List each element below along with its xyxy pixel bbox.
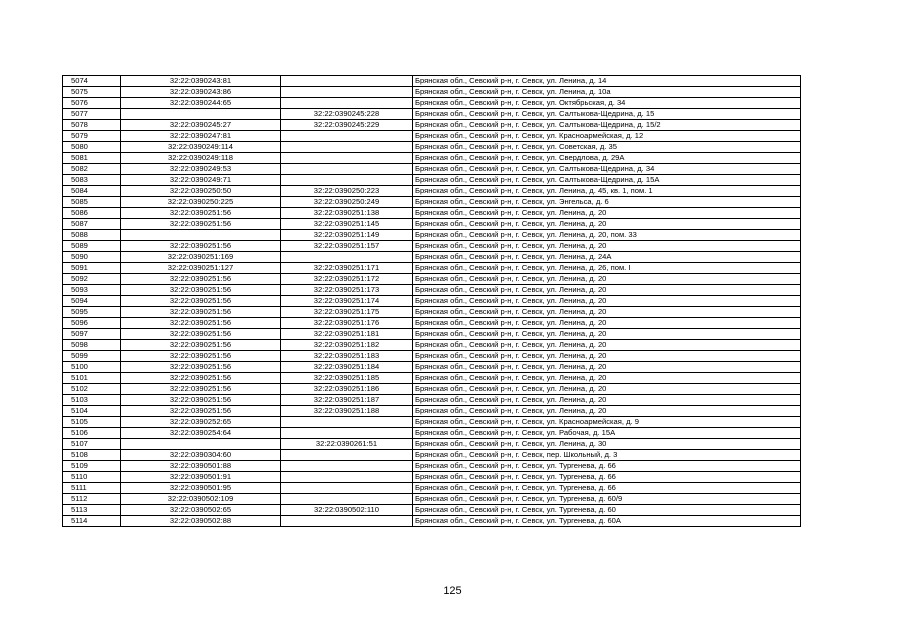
premises-cadastral-number-cell: 32:22:0390251:176 (281, 318, 413, 329)
cadastral-number-cell: 32:22:0390252:65 (121, 417, 281, 428)
table-row (63, 351, 801, 362)
row-number-cell: 5110 (63, 472, 121, 483)
table-row (63, 439, 801, 450)
premises-cadastral-number-cell (281, 252, 413, 263)
premises-cadastral-number-cell: 32:22:0390502:110 (281, 505, 413, 516)
cadastral-number-cell: 32:22:0390251:56 (121, 296, 281, 307)
premises-cadastral-number-cell (281, 494, 413, 505)
address-cell: Брянская обл., Севский р-н, г. Севск, ул. Ленина, д. 26, пом. I (413, 263, 801, 274)
premises-cadastral-number-cell: 32:22:0390250:249 (281, 197, 413, 208)
premises-cadastral-number-cell: 32:22:0390261:51 (281, 439, 413, 450)
cadastral-number-cell: 32:22:0390501:91 (121, 472, 281, 483)
address-cell: Брянская обл., Севский р-н, г. Севск, ул. Ленина, д. 20 (413, 351, 801, 362)
row-number-cell: 5113 (63, 505, 121, 516)
cadastral-number-cell: 32:22:0390251:56 (121, 318, 281, 329)
cadastral-number-cell: 32:22:0390243:81 (121, 76, 281, 87)
row-number-cell: 5075 (63, 87, 121, 98)
premises-cadastral-number-cell (281, 98, 413, 109)
table-row (63, 252, 801, 263)
premises-cadastral-number-cell: 32:22:0390251:138 (281, 208, 413, 219)
table-row (63, 417, 801, 428)
table-row (63, 230, 801, 241)
premises-cadastral-number-cell: 32:22:0390251:185 (281, 373, 413, 384)
cadastral-number-cell: 32:22:0390304:60 (121, 450, 281, 461)
row-number-cell: 5081 (63, 153, 121, 164)
table-row (63, 153, 801, 164)
table-row (63, 472, 801, 483)
table-row (63, 373, 801, 384)
premises-cadastral-number-cell: 32:22:0390251:181 (281, 329, 413, 340)
table-row (63, 274, 801, 285)
table-row (63, 318, 801, 329)
address-cell: Брянская обл., Севский р-н, г. Севск, ул. Тургенева, д. 60/9 (413, 494, 801, 505)
premises-cadastral-number-cell: 32:22:0390251:149 (281, 230, 413, 241)
row-number-cell: 5093 (63, 285, 121, 296)
row-number-cell: 5100 (63, 362, 121, 373)
row-number-cell: 5103 (63, 395, 121, 406)
row-number-cell: 5111 (63, 483, 121, 494)
cadastral-number-cell: 32:22:0390251:56 (121, 274, 281, 285)
cadastral-number-cell: 32:22:0390502:88 (121, 516, 281, 527)
premises-cadastral-number-cell: 32:22:0390251:171 (281, 263, 413, 274)
premises-cadastral-number-cell (281, 175, 413, 186)
address-cell: Брянская обл., Севский р-н, г. Севск, ул. Ленина, д. 30 (413, 439, 801, 450)
cadastral-number-cell: 32:22:0390502:65 (121, 505, 281, 516)
table-row (63, 428, 801, 439)
premises-cadastral-number-cell: 32:22:0390251:173 (281, 285, 413, 296)
table-row (63, 362, 801, 373)
table-row (63, 208, 801, 219)
cadastral-number-cell: 32:22:0390250:225 (121, 197, 281, 208)
row-number-cell: 5092 (63, 274, 121, 285)
cadastral-number-cell: 32:22:0390249:53 (121, 164, 281, 175)
registry-table (62, 75, 801, 527)
table-row (63, 263, 801, 274)
address-cell: Брянская обл., Севский р-н, г. Севск, ул. Ленина, д. 14 (413, 76, 801, 87)
cadastral-number-cell: 32:22:0390251:56 (121, 362, 281, 373)
table-row (63, 131, 801, 142)
table-row (63, 219, 801, 230)
premises-cadastral-number-cell (281, 472, 413, 483)
row-number-cell: 5077 (63, 109, 121, 120)
table-row (63, 307, 801, 318)
table-row (63, 142, 801, 153)
table-row (63, 494, 801, 505)
premises-cadastral-number-cell: 32:22:0390251:174 (281, 296, 413, 307)
premises-cadastral-number-cell: 32:22:0390245:228 (281, 109, 413, 120)
address-cell: Брянская обл., Севский р-н, г. Севск, ул. Энгельса, д. 6 (413, 197, 801, 208)
premises-cadastral-number-cell (281, 450, 413, 461)
address-cell: Брянская обл., Севский р-н, г. Севск, ул. Ленина, д. 20 (413, 274, 801, 285)
cadastral-number-cell: 32:22:0390501:95 (121, 483, 281, 494)
row-number-cell: 5076 (63, 98, 121, 109)
address-cell: Брянская обл., Севский р-н, г. Севск, ул. Октябрьская, д. 34 (413, 98, 801, 109)
row-number-cell: 5084 (63, 186, 121, 197)
cadastral-number-cell: 32:22:0390250:50 (121, 186, 281, 197)
premises-cadastral-number-cell: 32:22:0390251:175 (281, 307, 413, 318)
cadastral-number-cell: 32:22:0390501:88 (121, 461, 281, 472)
table-row (63, 186, 801, 197)
premises-cadastral-number-cell (281, 131, 413, 142)
table-row (63, 197, 801, 208)
table-row (63, 164, 801, 175)
row-number-cell: 5083 (63, 175, 121, 186)
table-row (63, 285, 801, 296)
row-number-cell: 5087 (63, 219, 121, 230)
row-number-cell: 5082 (63, 164, 121, 175)
cadastral-number-cell: 32:22:0390251:56 (121, 340, 281, 351)
cadastral-number-cell: 32:22:0390254:64 (121, 428, 281, 439)
premises-cadastral-number-cell: 32:22:0390251:188 (281, 406, 413, 417)
table-row (63, 340, 801, 351)
row-number-cell: 5102 (63, 384, 121, 395)
premises-cadastral-number-cell: 32:22:0390251:183 (281, 351, 413, 362)
premises-cadastral-number-cell: 32:22:0390251:186 (281, 384, 413, 395)
address-cell: Брянская обл., Севский р-н, г. Севск, ул. Ленина, д. 20 (413, 406, 801, 417)
address-cell: Брянская обл., Севский р-н, г. Севск, ул. Ленина, д. 20 (413, 329, 801, 340)
address-cell: Брянская обл., Севский р-н, г. Севск, ул. Свердлова, д. 29А (413, 153, 801, 164)
address-cell: Брянская обл., Севский р-н, г. Севск, ул. Ленина, д. 20 (413, 373, 801, 384)
address-cell: Брянская обл., Севский р-н, г. Севск, ул. Ленина, д. 20 (413, 208, 801, 219)
premises-cadastral-number-cell (281, 417, 413, 428)
premises-cadastral-number-cell: 32:22:0390251:172 (281, 274, 413, 285)
address-cell: Брянская обл., Севский р-н, г. Севск, ул. Ленина, д. 20 (413, 395, 801, 406)
premises-cadastral-number-cell: 32:22:0390251:187 (281, 395, 413, 406)
address-cell: Брянская обл., Севский р-н, г. Севск, ул. Салтыкова-Щедрина, д. 15А (413, 175, 801, 186)
premises-cadastral-number-cell: 32:22:0390251:157 (281, 241, 413, 252)
cadastral-number-cell (121, 230, 281, 241)
table-row (63, 483, 801, 494)
row-number-cell: 5085 (63, 197, 121, 208)
cadastral-number-cell: 32:22:0390502:109 (121, 494, 281, 505)
cadastral-number-cell: 32:22:0390244:65 (121, 98, 281, 109)
cadastral-number-cell: 32:22:0390251:56 (121, 373, 281, 384)
address-cell: Брянская обл., Севский р-н, г. Севск, ул. Ленина, д. 20 (413, 318, 801, 329)
row-number-cell: 5079 (63, 131, 121, 142)
cadastral-number-cell: 32:22:0390251:56 (121, 395, 281, 406)
address-cell: Брянская обл., Севский р-н, г. Севск, ул. Красноармейская, д. 9 (413, 417, 801, 428)
row-number-cell: 5109 (63, 461, 121, 472)
premises-cadastral-number-cell (281, 76, 413, 87)
address-cell: Брянская обл., Севский р-н, г. Севск, ул. Советская, д. 35 (413, 142, 801, 153)
row-number-cell: 5097 (63, 329, 121, 340)
address-cell: Брянская обл., Севский р-н, г. Севск, ул. Рабочая, д. 15А (413, 428, 801, 439)
row-number-cell: 5099 (63, 351, 121, 362)
row-number-cell: 5089 (63, 241, 121, 252)
address-cell: Брянская обл., Севский р-н, г. Севск, ул. Салтыкова-Щедрина, д. 34 (413, 164, 801, 175)
address-cell: Брянская обл., Севский р-н, г. Севск, ул. Ленина, д. 20 (413, 219, 801, 230)
row-number-cell: 5112 (63, 494, 121, 505)
address-cell: Брянская обл., Севский р-н, г. Севск, ул. Ленина, д. 20 (413, 362, 801, 373)
premises-cadastral-number-cell: 32:22:0390251:182 (281, 340, 413, 351)
address-cell: Брянская обл., Севский р-н, г. Севск, ул. Ленина, д. 10а (413, 87, 801, 98)
cadastral-number-cell: 32:22:0390251:56 (121, 406, 281, 417)
table-row (63, 329, 801, 340)
cadastral-number-cell: 32:22:0390249:118 (121, 153, 281, 164)
table-row (63, 175, 801, 186)
table-row (63, 505, 801, 516)
address-cell: Брянская обл., Севский р-н, г. Севск, ул. Ленина, д. 20 (413, 384, 801, 395)
row-number-cell: 5104 (63, 406, 121, 417)
row-number-cell: 5086 (63, 208, 121, 219)
cadastral-number-cell: 32:22:0390245:27 (121, 120, 281, 131)
cadastral-number-cell: 32:22:0390243:86 (121, 87, 281, 98)
premises-cadastral-number-cell (281, 461, 413, 472)
row-number-cell: 5108 (63, 450, 121, 461)
table-row (63, 384, 801, 395)
address-cell: Брянская обл., Севский р-н, г. Севск, ул. Тургенева, д. 66 (413, 461, 801, 472)
premises-cadastral-number-cell (281, 153, 413, 164)
cadastral-number-cell: 32:22:0390251:56 (121, 219, 281, 230)
table-row (63, 76, 801, 87)
row-number-cell: 5091 (63, 263, 121, 274)
cadastral-number-cell (121, 439, 281, 450)
cadastral-number-cell: 32:22:0390249:114 (121, 142, 281, 153)
table-row (63, 241, 801, 252)
cadastral-number-cell: 32:22:0390251:56 (121, 241, 281, 252)
cadastral-number-cell: 32:22:0390251:56 (121, 351, 281, 362)
cadastral-number-cell: 32:22:0390251:56 (121, 329, 281, 340)
premises-cadastral-number-cell (281, 142, 413, 153)
premises-cadastral-number-cell: 32:22:0390245:229 (281, 120, 413, 131)
row-number-cell: 5096 (63, 318, 121, 329)
premises-cadastral-number-cell: 32:22:0390250:223 (281, 186, 413, 197)
address-cell: Брянская обл., Севский р-н, г. Севск, ул. Салтыкова-Щедрина, д. 15/2 (413, 120, 801, 131)
table-row (63, 109, 801, 120)
table-row (63, 120, 801, 131)
row-number-cell: 5088 (63, 230, 121, 241)
row-number-cell: 5094 (63, 296, 121, 307)
table-row (63, 516, 801, 527)
address-cell: Брянская обл., Севский р-н, г. Севск, пер. Школьный, д. 3 (413, 450, 801, 461)
row-number-cell: 5080 (63, 142, 121, 153)
address-cell: Брянская обл., Севский р-н, г. Севск, ул. Тургенева, д. 60 (413, 505, 801, 516)
table-row (63, 87, 801, 98)
address-cell: Брянская обл., Севский р-н, г. Севск, ул. Ленина, д. 24А (413, 252, 801, 263)
cadastral-number-cell: 32:22:0390251:169 (121, 252, 281, 263)
cadastral-number-cell: 32:22:0390251:56 (121, 384, 281, 395)
cadastral-number-cell: 32:22:0390251:56 (121, 285, 281, 296)
address-cell: Брянская обл., Севский р-н, г. Севск, ул. Ленина, д. 20 (413, 241, 801, 252)
table-row (63, 296, 801, 307)
cadastral-number-cell: 32:22:0390251:56 (121, 307, 281, 318)
registry-table-body (63, 76, 801, 527)
cadastral-number-cell: 32:22:0390249:71 (121, 175, 281, 186)
address-cell: Брянская обл., Севский р-н, г. Севск, ул. Красноармейская, д. 12 (413, 131, 801, 142)
premises-cadastral-number-cell (281, 164, 413, 175)
address-cell: Брянская обл., Севский р-н, г. Севск, ул. Тургенева, д. 60А (413, 516, 801, 527)
row-number-cell: 5098 (63, 340, 121, 351)
premises-cadastral-number-cell (281, 483, 413, 494)
table-row (63, 461, 801, 472)
row-number-cell: 5105 (63, 417, 121, 428)
address-cell: Брянская обл., Севский р-н, г. Севск, ул. Ленина, д. 20 (413, 296, 801, 307)
premises-cadastral-number-cell: 32:22:0390251:145 (281, 219, 413, 230)
premises-cadastral-number-cell (281, 428, 413, 439)
address-cell: Брянская обл., Севский р-н, г. Севск, ул. Ленина, д. 20 (413, 307, 801, 318)
cadastral-number-cell: 32:22:0390251:56 (121, 208, 281, 219)
page-number: 125 (443, 585, 462, 597)
premises-cadastral-number-cell: 32:22:0390251:184 (281, 362, 413, 373)
row-number-cell: 5095 (63, 307, 121, 318)
premises-cadastral-number-cell (281, 516, 413, 527)
premises-cadastral-number-cell (281, 87, 413, 98)
row-number-cell: 5101 (63, 373, 121, 384)
address-cell: Брянская обл., Севский р-н, г. Севск, ул. Тургенева, д. 66 (413, 483, 801, 494)
table-row (63, 406, 801, 417)
address-cell: Брянская обл., Севский р-н, г. Севск, ул. Ленина, д. 20, пом. 33 (413, 230, 801, 241)
cadastral-number-cell: 32:22:0390251:127 (121, 263, 281, 274)
table-row (63, 395, 801, 406)
address-cell: Брянская обл., Севский р-н, г. Севск, ул. Ленина, д. 20 (413, 340, 801, 351)
row-number-cell: 5106 (63, 428, 121, 439)
table-row (63, 450, 801, 461)
row-number-cell: 5078 (63, 120, 121, 131)
address-cell: Брянская обл., Севский р-н, г. Севск, ул. Ленина, д. 20 (413, 285, 801, 296)
row-number-cell: 5107 (63, 439, 121, 450)
row-number-cell: 5090 (63, 252, 121, 263)
row-number-cell: 5114 (63, 516, 121, 527)
cadastral-number-cell (121, 109, 281, 120)
address-cell: Брянская обл., Севский р-н, г. Севск, ул. Ленина, д. 45, кв. 1, пом. 1 (413, 186, 801, 197)
row-number-cell: 5074 (63, 76, 121, 87)
table-row (63, 98, 801, 109)
address-cell: Брянская обл., Севский р-н, г. Севск, ул. Салтыкова-Щедрина, д. 15 (413, 109, 801, 120)
cadastral-number-cell: 32:22:0390247:81 (121, 131, 281, 142)
address-cell: Брянская обл., Севский р-н, г. Севск, ул. Тургенева, д. 66 (413, 472, 801, 483)
